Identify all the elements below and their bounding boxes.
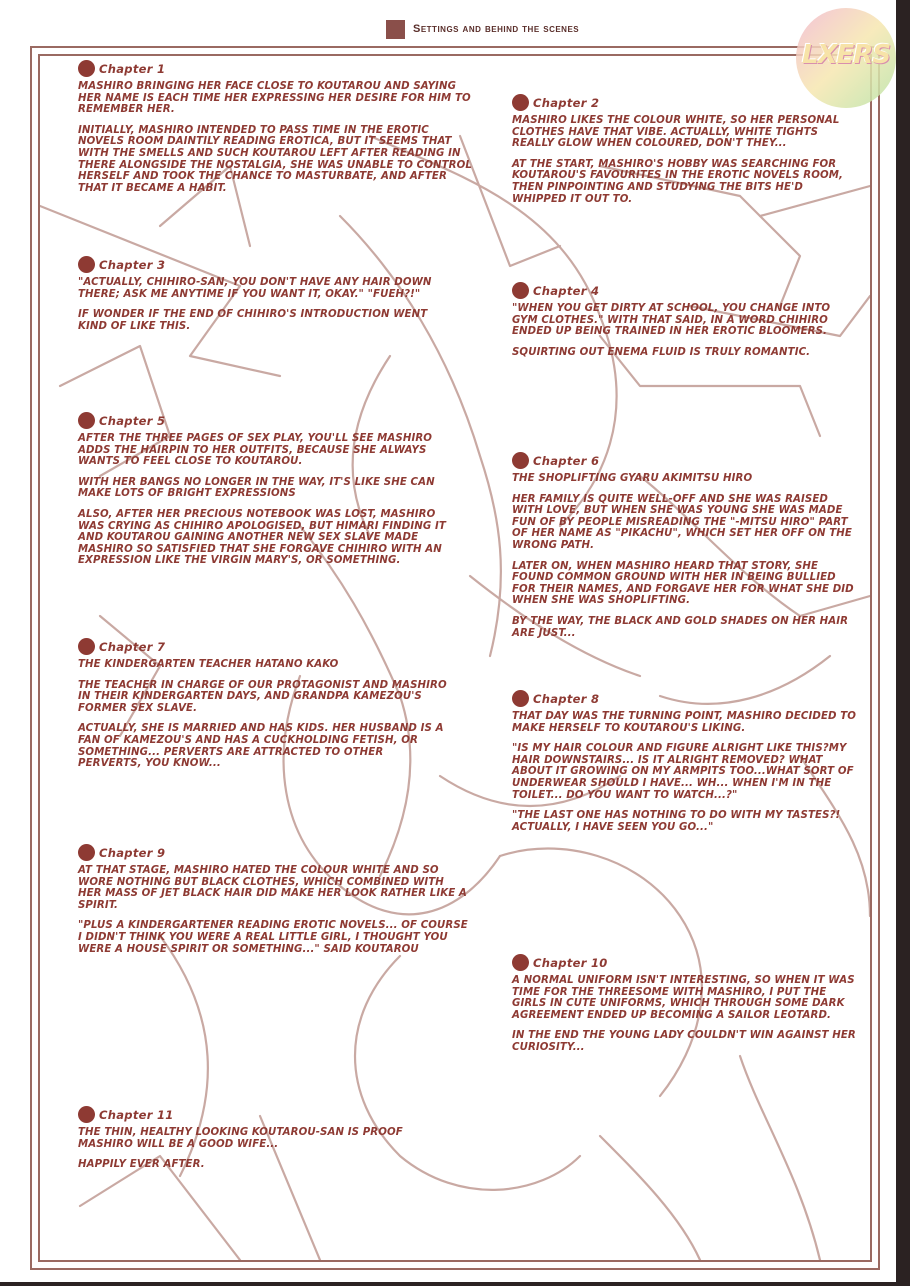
scan-edge-bottom <box>0 1282 910 1286</box>
chapter-paragraph: INITIALLY, MASHIRO INTENDED TO PASS TIME IN THE EROTIC NOVELS ROOM DAINTILY READING EROTICA, BUT IT SEEMS THAT WITH THE SMELLS AND SUCH KOUTAROU LEFT AFTER READING IN THERE ALONGSIDE THE NOSTALGIA, SHE WAS UNABLE TO CONTROL HERSELF AND TOOK THE CHANCE TO MASTURBATE, AND AFTER THAT IT BECAME A HABIT. <box>78 124 472 194</box>
chapter-6-note <box>512 452 857 648</box>
chapter-title: Chapter 8 <box>533 691 600 706</box>
chapter-title: Chapter 3 <box>99 257 166 272</box>
chapter-paragraph: MASHIRO BRINGING HER FACE CLOSE TO KOUTAROU AND SAYING HER NAME IS EACH TIME HER EXPRESSING HER DESIRE FOR HIM TO REMEMBER HER. <box>78 81 471 116</box>
chapter-paragraph: THAT DAY WAS THE TURNING POINT, MASHIRO DECIDED TO MAKE HERSELF TO KOUTAROU'S LIKING. <box>512 711 857 734</box>
chapter-paragraph: ACTUALLY, SHE IS MARRIED AND HAS KIDS. HER HUSBAND IS A FAN OF KAMEZOU'S AND HAS A CUCKHOLDING FETISH, OR SOMETHING... PERVERTS ARE ATTRACTED TO OTHER PERVERTS, YOU KNOW... <box>78 723 444 770</box>
bullet-dot-icon <box>512 690 529 707</box>
bullet-dot-icon <box>512 452 529 469</box>
chapter-paragraph: SQUIRTING OUT ENEMA FLUID IS TRULY ROMANTIC. <box>512 346 811 358</box>
chapter-paragraph: WITH HER BANGS NO LONGER IN THE WAY, IT'S LIKE SHE CAN MAKE LOTS OF BRIGHT EXPRESSIONS <box>78 476 435 500</box>
chapter-paragraph: MASHIRO LIKES THE COLOUR WHITE, SO HER PERSONAL CLOTHES HAVE THAT VIBE. ACTUALLY, WHITE TIGHTS REALLY GLOW WHEN COLOURED, DON'T THEY... <box>512 115 840 150</box>
scan-edge-right <box>896 0 910 1286</box>
chapter-7-note <box>78 638 448 779</box>
chapter-4-note <box>512 282 852 367</box>
chapter-2-note <box>512 94 857 214</box>
bullet-dot-icon <box>78 844 95 861</box>
chapter-8-note <box>512 690 857 842</box>
chapter-paragraph: "PLUS A KINDERGARTENER READING EROTIC NOVELS... OF COURSE I DIDN'T THINK YOU WERE A REAL LITTLE GIRL, I THOUGHT YOU WERE A HOUSE SPIRIT OR SOMETHING..." SAID KOUTAROU <box>78 920 468 955</box>
bullet-dot-icon <box>78 256 95 273</box>
chapter-1-note <box>78 60 478 203</box>
bullet-dot-icon <box>78 412 95 429</box>
chapter-paragraph: THE TEACHER IN CHARGE OF OUR PROTAGONIST AND MASHIRO IN THEIR KINDERGARTEN DAYS, AND GRANDPA KAMEZOU'S FORMER SEX SLAVE. <box>78 679 447 714</box>
chapter-title: Chapter 4 <box>533 283 600 298</box>
chapter-paragraph: IN THE END THE YOUNG LADY COULDN'T WIN AGAINST HER CURIOSITY... <box>512 1030 856 1053</box>
chapter-9-note <box>78 844 470 964</box>
chapter-3-note <box>78 256 448 341</box>
chapter-title: Chapter 10 <box>533 955 608 970</box>
bullet-dot-icon <box>512 282 529 299</box>
chapter-paragraph: "THE LAST ONE HAS NOTHING TO DO WITH MY TASTES?! ACTUALLY, I HAVE SEEN YOU GO..." <box>512 810 841 833</box>
chapter-paragraph: THE THIN, HEALTHY LOOKING KOUTAROU-SAN IS PROOF MASHIRO WILL BE A GOOD WIFE... <box>78 1127 403 1150</box>
chapter-title: Chapter 1 <box>99 61 166 76</box>
logo-text: LXERS <box>801 40 891 70</box>
chapter-title: Chapter 9 <box>99 845 166 860</box>
chapter-title: Chapter 2 <box>533 95 600 110</box>
chapter-paragraph: A NORMAL UNIFORM ISN'T INTERESTING, SO WHEN IT WAS TIME FOR THE THREESOME WITH MASHIRO, I PUT THE GIRLS IN CUTE UNIFORMS, WHICH THROUGH SOME DARK AGREEMENT ENDED UP BECOMING A SAILOR LEOTARD. <box>512 975 855 1021</box>
bullet-dot-icon <box>512 94 529 111</box>
chapter-5-note <box>78 412 448 576</box>
chapter-paragraph: THE SHOPLIFTING GYARU AKIMITSU HIRO <box>512 473 753 484</box>
bullet-dot-icon <box>512 954 529 971</box>
chapter-title: Chapter 7 <box>99 639 166 654</box>
bullet-dot-icon <box>78 1106 95 1123</box>
chapter-paragraph: AT THE START, MASHIRO'S HOBBY WAS SEARCHING FOR KOUTAROU'S FAVOURITES IN THE EROTIC NOVELS ROOM, THEN PINPOINTING AND STUDYING THE BITS HE'D WHIPPED IT OUT TO. <box>512 158 843 205</box>
chapter-title: Chapter 5 <box>99 413 166 428</box>
bullet-dot-icon <box>78 60 95 77</box>
chapter-title: Chapter 6 <box>533 453 600 468</box>
chapter-title: Chapter 11 <box>99 1107 174 1122</box>
header-square-icon <box>386 20 405 39</box>
chapter-paragraph: AFTER THE THREE PAGES OF SEX PLAY, YOU'LL SEE MASHIRO ADDS THE HAIRPIN TO HER OUTFITS, BECAUSE SHE ALWAYS WANTS TO FEEL CLOSE TO KOUTAROU. <box>78 433 433 468</box>
chapter-paragraph: AT THAT STAGE, MASHIRO HATED THE COLOUR WHITE AND SO WORE NOTHING BUT BLACK CLOTHES, WHICH COMBINED WITH HER MASS OF JET BLACK HAIR DID MAKE HER LOOK RATHER LIKE A SPIRIT. <box>78 865 467 911</box>
chapter-10-note <box>512 954 857 1063</box>
chapter-paragraph: ALSO, AFTER HER PRECIOUS NOTEBOOK WAS LOST, MASHIRO WAS CRYING AS CHIHIRO APOLOGISED, BUT HIMARI FINDING IT AND KOUTAROU GAINING ANOTHER NEW SEX SLAVE MADE MASHIRO SO SATISFIED THAT SHE FORGAVE CHIHIRO WITH AN EXPRESSION LIKE THE VIRGIN MARY'S, OR SOMETHING. <box>78 508 446 567</box>
chapter-paragraph: IF WONDER IF THE END OF CHIHIRO'S INTRODUCTION WENT KIND OF LIKE THIS. <box>78 309 428 332</box>
chapter-11-note <box>78 1106 458 1180</box>
chapter-paragraph: "ACTUALLY, CHIHIRO-SAN, YOU DON'T HAVE ANY HAIR DOWN THERE; ASK ME ANYTIME IF YOU WANT IT, OKAY." "FUEH?!" <box>78 277 432 300</box>
page-title: Settings and behind the scenes <box>413 23 580 35</box>
chapter-paragraph: LATER ON, WHEN MASHIRO HEARD THAT STORY, SHE FOUND COMMON GROUND WITH HER IN BEING BULLIED FOR THEIR NAMES, AND FORGAVE HER FOR WHAT SHE DID WHEN SHE WAS SHOPLIFTING. <box>512 560 854 607</box>
page-header <box>386 18 579 40</box>
bullet-dot-icon <box>78 638 95 655</box>
chapter-paragraph: THE KINDERGARTEN TEACHER HATANO KAKO <box>78 659 339 670</box>
chapter-paragraph: BY THE WAY, THE BLACK AND GOLD SHADES ON HER HAIR ARE JUST... <box>512 615 849 639</box>
chapter-paragraph: HAPPILY EVER AFTER. <box>78 1159 205 1171</box>
chapter-paragraph: HER FAMILY IS QUITE WELL-OFF AND SHE WAS RAISED WITH LOVE, BUT WHEN SHE WAS YOUNG SHE WAS MADE FUN OF BY PEOPLE MISREADING THE "-MITSU HIRO" PART OF HER NAME AS "PIKACHU", WHICH SET HER OFF ON THE WRONG PATH. <box>512 493 852 551</box>
chapter-paragraph: "WHEN YOU GET DIRTY AT SCHOOL, YOU CHANGE INTO GYM CLOTHES." WITH THAT SAID, IN A WORD CHIHIRO ENDED UP BEING TRAINED IN HER EROTIC BLOOMERS. <box>512 303 831 338</box>
chapter-paragraph: "IS MY HAIR COLOUR AND FIGURE ALRIGHT LIKE THIS?MY HAIR DOWNSTAIRS... IS IT ALRIGHT REMOVED? WHAT ABOUT IT GROWING ON MY ARMPITS TOO...WHAT SORT OF UNDERWEAR SHOULD I HAVE... WH... WHEN I'M IN THE TOILET... DO YOU WANT TO WATCH...?" <box>512 743 854 801</box>
